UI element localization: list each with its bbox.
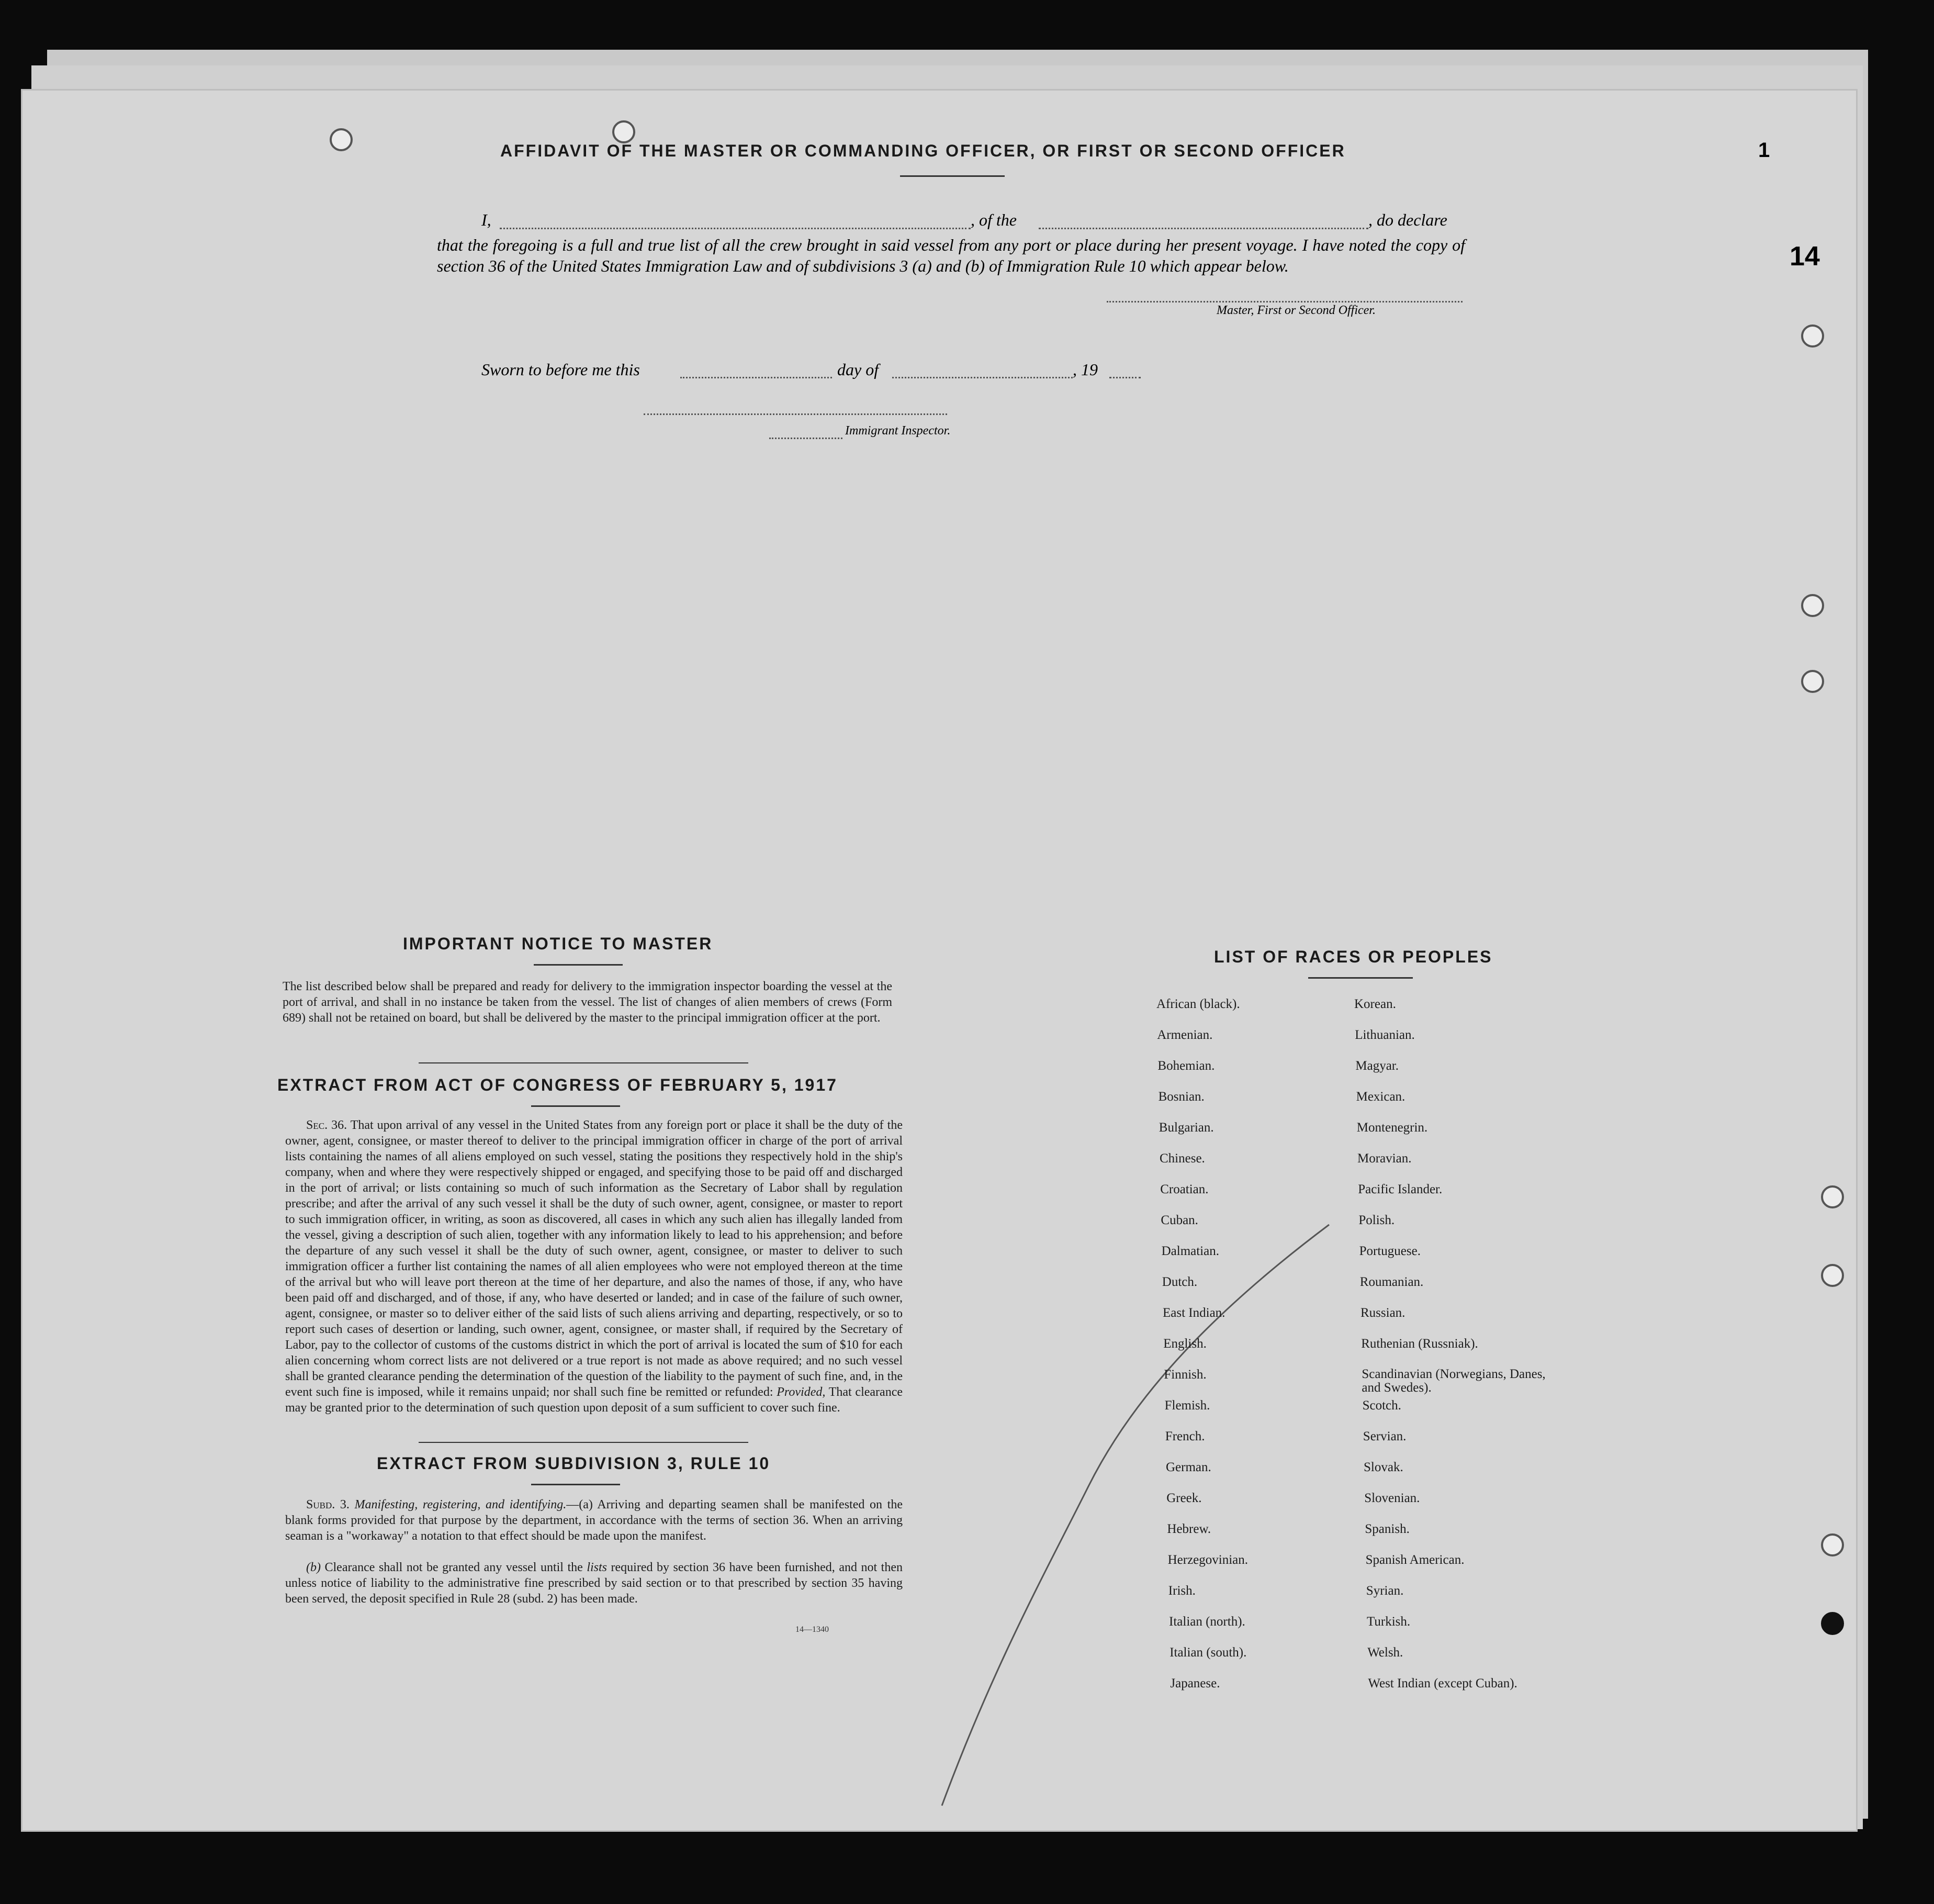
- race-item: Italian (north).: [1169, 1615, 1245, 1629]
- race-item: Bohemian.: [1157, 1059, 1215, 1073]
- race-item: East Indian.: [1163, 1306, 1225, 1320]
- provided-text: That clearance may be granted prior to the determination of such question upon deposit of a sum sufficient to cover such fine.: [285, 1385, 903, 1415]
- sworn-day-of: day of: [837, 360, 879, 379]
- para-b-lists: lists: [587, 1561, 607, 1574]
- sec-text: That upon arrival of any vessel in the United States from any foreign port or place it shall be the duty of the owner, agent, consignee, or master thereof to deliver to the principal immigration officer in charge of the port of arrival lists containing the names of all aliens employed on such vessel, stating the positions they respectively hold in the ship's company, when and where they were respectively shipped or engaged, and specifying those to be paid off and discharged in the port of arrival; or lists containing so much of such information as the Secretary of Labor shall by regulation prescribe; and after the arrival of any such vessel it shall be the duty of such owner, agent, consignee, or master to report to such immigration officer, in writing, as soon as discovered, all cases in which any such alien has illegally landed from the vessel, giving a description of such alien, together with any information likely to lead to his apprehension; and before the departure of any such vessel it shall be the duty of such owner, agent, consignee, or master to deliver to such immigration officer a further list containing the names of all alien employees who were not employed thereon at the time of the arrival but who will leave port thereon at the time of her departure, and also the names of those, if any, who have been paid off and discharged, and of those, if any, who have deserted or landed; and in case of the failure of such owner, agent, consignee, or master so to deliver either of the said lists of such aliens arriving and departing, respectively, or so to report such cases of desertion or landing, such owner, agent, consignee, or master shall, if required by the Secretary of Labor, pay to the collector of customs of the customs district in which the port of arrival is located the sum of $10 for each alien concerning whom correct lists are not delivered or a true report is not made as above required; and no such vessel shall be granted clearance pending the determination of the question of the liability to the payment of such fine, and, in the event such fine is imposed, while it remains unpaid; nor shall such fine be remitted or refunded:: [285, 1118, 903, 1399]
- inspector-signature-blank: [644, 413, 947, 415]
- race-item: Finnish.: [1164, 1368, 1207, 1382]
- provided-label: Provided,: [777, 1385, 826, 1399]
- race-item: Scotch.: [1362, 1398, 1401, 1413]
- race-item: Croatian.: [1160, 1182, 1209, 1196]
- divider: [534, 964, 623, 966]
- year-blank: [1109, 377, 1141, 378]
- extract-rule-title: EXTRACT FROM SUBDIVISION 3, RULE 10: [377, 1454, 771, 1473]
- race-item: Montenegrin.: [1356, 1121, 1428, 1135]
- notice-body: The list described below shall be prepared and ready for delivery to the immigration inspector boarding the vessel at the port of arrival, and shall in no instance be taken from the vessel. The list of changes of alien members of crews (Form 689) shall not be retained on board, but shall be delivered by the master to the principal immigration officer at the port.: [283, 980, 892, 1025]
- punch-hole: [1821, 1533, 1844, 1556]
- para-b-label: (b): [306, 1561, 321, 1574]
- race-item: Hebrew.: [1167, 1522, 1211, 1536]
- race-item: Flemish.: [1164, 1398, 1210, 1413]
- race-item: Pacific Islander.: [1358, 1182, 1443, 1196]
- punch-hole: [1821, 1185, 1844, 1208]
- signature-label: Master, First or Second Officer.: [1217, 304, 1376, 317]
- race-item: Spanish.: [1365, 1522, 1410, 1536]
- race-item: French.: [1165, 1429, 1205, 1443]
- race-item: Spanish American.: [1365, 1553, 1465, 1567]
- race-item: Mexican.: [1356, 1090, 1405, 1104]
- subd-para-a: —(a) Arriving and departing seamen shall be manifested on the blank forms provided for that purpose by the department, in accordance with the terms of section 36. When an arriving seaman is a "workaway" a notation to that effect should be made upon the manifest.: [285, 1498, 903, 1543]
- inspector-blank: [769, 438, 842, 439]
- page-number-side: 14: [1790, 241, 1820, 272]
- race-item: Moravian.: [1357, 1151, 1412, 1166]
- affidavit-title: AFFIDAVIT OF THE MASTER OR COMMANDING OFFICER, OR FIRST OR SECOND OFFICER: [500, 141, 1346, 160]
- para-b-1: Clearance shall not be granted any vessel until the: [324, 1561, 583, 1574]
- punch-hole: [612, 120, 635, 143]
- document-page: [21, 89, 1858, 1832]
- vessel-blank: [1039, 228, 1368, 229]
- affidavit-body: that the foregoing is a full and true list of all the crew brought in said vessel from any port or place during her present voyage. I have noted the copy of section 36 of the United States Immigration Law and of subdivisions 3 (a) and (b) of Immigration Rule 10 which appear below.: [437, 236, 1465, 275]
- race-item: Irish.: [1168, 1584, 1196, 1598]
- divider: [419, 1442, 748, 1443]
- divider: [419, 1062, 748, 1063]
- divider: [531, 1105, 620, 1107]
- race-item: Welsh.: [1367, 1645, 1403, 1660]
- pencil-stroke: [931, 1214, 1360, 1842]
- race-item: Syrian.: [1366, 1584, 1404, 1598]
- race-item: Magyar.: [1355, 1059, 1399, 1073]
- race-item: Scandinavian (Norwegians, Danes, and Swedes).: [1362, 1367, 1546, 1395]
- race-item: Dalmatian.: [1161, 1244, 1219, 1258]
- race-item: Lithuanian.: [1355, 1028, 1415, 1042]
- day-blank: [680, 377, 832, 378]
- race-item: Greek.: [1166, 1491, 1202, 1505]
- race-item: Dutch.: [1162, 1275, 1198, 1289]
- month-blank: [892, 377, 1073, 378]
- races-title: LIST OF RACES OR PEOPLES: [1214, 947, 1493, 966]
- race-item: Slovenian.: [1364, 1491, 1420, 1505]
- race-item: Ruthenian (Russniak).: [1361, 1337, 1478, 1351]
- inspector-label: Immigrant Inspector.: [845, 424, 951, 438]
- race-item: West Indian (except Cuban).: [1368, 1676, 1517, 1690]
- punch-hole: [1821, 1264, 1844, 1287]
- race-item: Turkish.: [1367, 1615, 1411, 1629]
- divider: [1308, 977, 1413, 979]
- pencil-line: [942, 1225, 1329, 1806]
- punch-hole: [1801, 594, 1824, 617]
- race-item: Italian (south).: [1170, 1645, 1247, 1660]
- race-item: Polish.: [1358, 1213, 1395, 1227]
- extract-rule-para-a: [285, 1497, 903, 1544]
- race-item: German.: [1166, 1460, 1211, 1474]
- race-item: Russian.: [1360, 1306, 1405, 1320]
- affidavit-declare: , do declare: [1368, 210, 1447, 229]
- race-item: Servian.: [1363, 1429, 1407, 1443]
- race-item: Portuguese.: [1359, 1244, 1421, 1258]
- race-item: Korean.: [1354, 997, 1396, 1011]
- punch-hole: [1801, 670, 1824, 693]
- race-item: African (black).: [1156, 997, 1240, 1011]
- race-item: Bosnian.: [1158, 1090, 1205, 1104]
- sworn-year: , 19: [1073, 360, 1098, 379]
- notice-title: IMPORTANT NOTICE TO MASTER: [403, 934, 713, 953]
- extract-rule-para-b: [285, 1560, 903, 1607]
- race-item: Armenian.: [1157, 1028, 1213, 1042]
- extract-act-body: [285, 1117, 903, 1416]
- para-b-2: required by section 36 have been furnished, and not then unless notice of liability to the administrative fine prescribed by said section or to that prescribed by section 35 having been served, the deposit specified in Rule 28 (subd. 2) has been made.: [285, 1561, 903, 1606]
- name-blank: [500, 228, 971, 229]
- subd-label: Subd. 3.: [306, 1498, 350, 1511]
- race-item: Slovak.: [1364, 1460, 1403, 1474]
- page-number: 1: [1758, 139, 1770, 162]
- divider: [900, 175, 1005, 177]
- affidavit-i: I,: [481, 210, 491, 229]
- extract-act-title: EXTRACT FROM ACT OF CONGRESS OF FEBRUARY 5, 1917: [277, 1076, 838, 1094]
- punch-hole: [1821, 1612, 1844, 1635]
- race-item: Roumanian.: [1359, 1275, 1424, 1289]
- race-item: Bulgarian.: [1159, 1121, 1214, 1135]
- race-item: Chinese.: [1160, 1151, 1205, 1166]
- punch-hole: [1801, 324, 1824, 348]
- subd-heading: Manifesting, registering, and identifying.: [354, 1498, 567, 1511]
- affidavit-of-the: , of the: [971, 210, 1017, 229]
- race-item: Cuban.: [1161, 1213, 1198, 1227]
- sec-label: Sec. 36.: [306, 1118, 347, 1132]
- divider: [531, 1484, 620, 1485]
- punch-hole: [330, 128, 353, 151]
- race-item: English.: [1163, 1337, 1207, 1351]
- signature-blank: [1107, 301, 1463, 303]
- form-number: 14—1340: [795, 1625, 829, 1634]
- race-item: Japanese.: [1170, 1676, 1220, 1690]
- race-item: Herzegovinian.: [1167, 1553, 1248, 1567]
- sworn-prefix: Sworn to before me this: [481, 360, 640, 379]
